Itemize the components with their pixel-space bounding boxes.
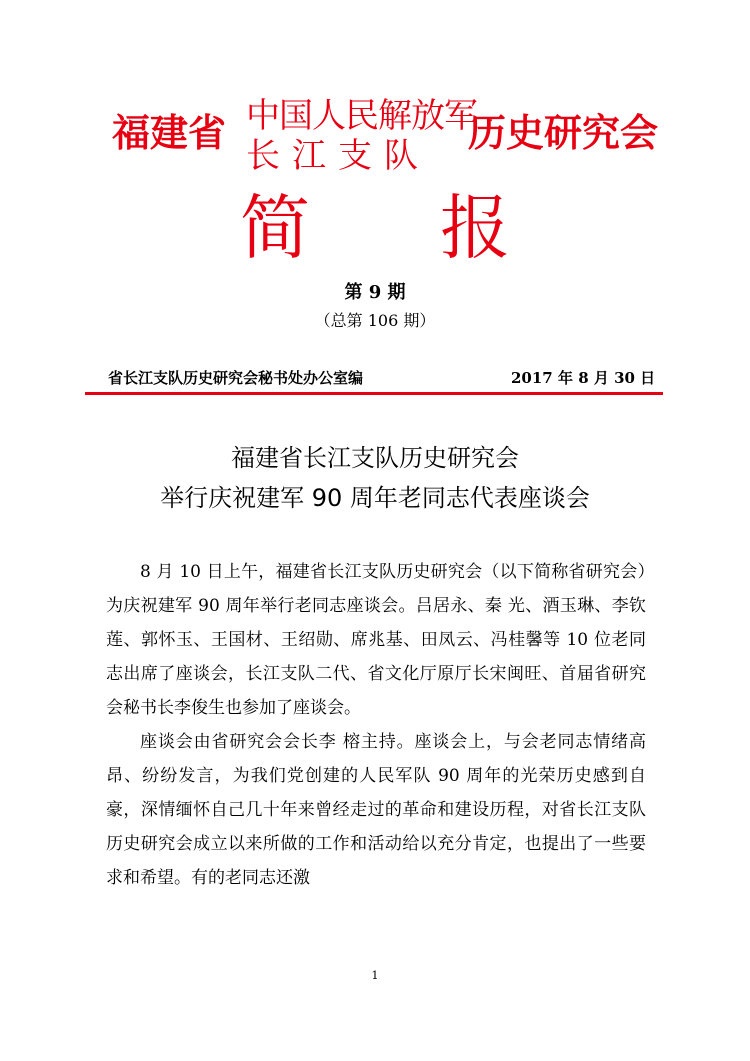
article-title-line1: 福建省长江支队历史研究会 — [231, 444, 519, 472]
header-rule — [85, 392, 663, 395]
brief-title — [240, 172, 510, 269]
article-body — [106, 555, 646, 895]
paragraph: 座谈会由省研究会会长李 榕主持。座谈会上，与会老同志情绪高昂、纷纷发言，为我们党创建的人民军队 90 周年的光荣历史感到自豪，深情缅怀自己几十年来曾经走过的革命和建设历程，对省长江支队历史研究会成立以来所做的工作和活动给以充分肯定，也提出了一些要求和希望。有的老同志还激 — [106, 732, 646, 888]
publish-date: 2017 年 8 月 30 日 — [511, 369, 656, 387]
page-number: 1 — [371, 969, 379, 982]
article-title-line2: 举行庆祝建军 90 周年老同志代表座谈会 — [160, 484, 590, 512]
masthead-right: 历史研究会 — [468, 111, 659, 155]
article-title — [0, 438, 750, 518]
masthead-left: 福建省 — [112, 111, 227, 155]
paragraph: 8 月 10 日上午，福建省长江支队历史研究会（以下简称省研究会）为庆祝建军 90 周年举行老同志座谈会。吕居永、秦 光、酒玉琳、李钦莲、郭怀玉、王国材、王绍勋、席兆基、田凤云、冯桂馨等 10 位老同志出席了座谈会，长江支队二代、省文化厅原厅长宋闽旺、首届省研究会秘书长李俊生也参加了座谈会。 — [106, 562, 646, 718]
brief-char-1: 简 — [240, 187, 310, 269]
masthead-middle-line1: 中国人民解放军 — [246, 96, 477, 136]
brief-char-2: 报 — [440, 187, 510, 269]
masthead — [0, 88, 750, 176]
issue-total: （总第 106 期） — [314, 311, 436, 330]
editor-line: 省长江支队历史研究会秘书处办公室编 — [108, 369, 364, 387]
issue-number: 第 9 期 — [344, 282, 406, 303]
masthead-middle-line2: 长江支队 — [246, 136, 430, 176]
